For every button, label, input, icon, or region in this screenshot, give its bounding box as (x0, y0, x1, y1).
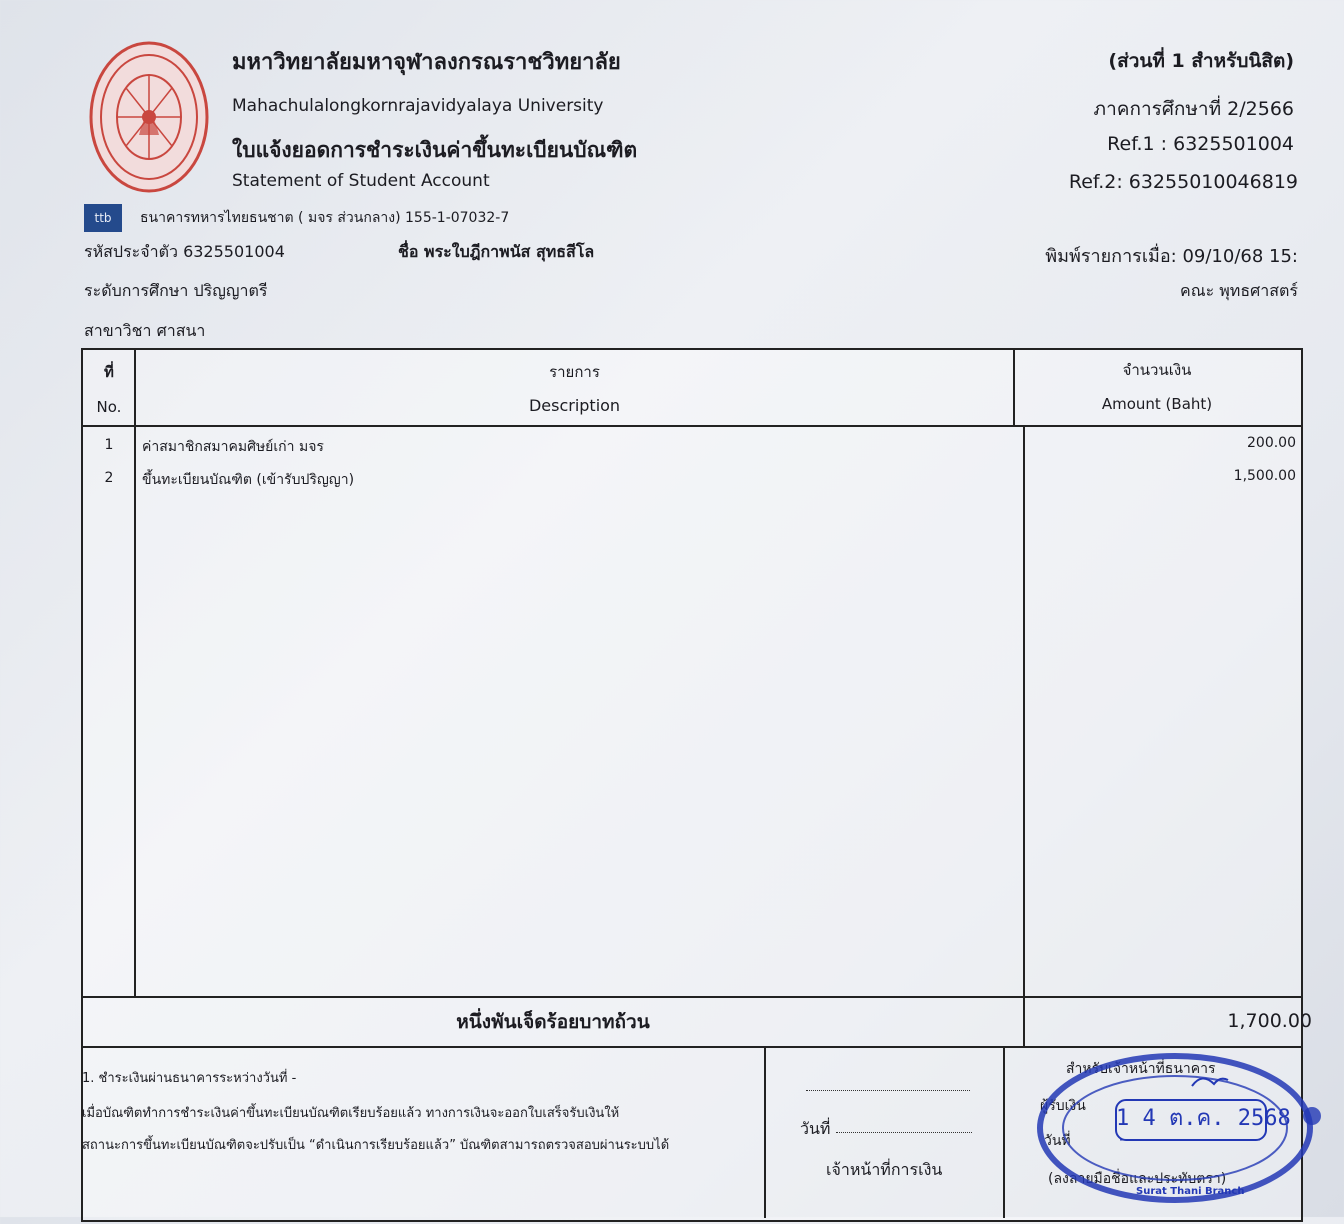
semester: ภาคการศึกษาที่ 2/2566 (1093, 98, 1294, 120)
stamp-date: 1 4 ต.ค. 2568 (1116, 1106, 1291, 1131)
officer-signature-line (806, 1090, 970, 1091)
row-1-desc: ค่าสมาชิกสมาคมศิษย์เก่า มจร (142, 439, 324, 455)
ref-1: Ref.1 : 6325501004 (1107, 133, 1294, 155)
bank-date-label: วันที่ (1044, 1133, 1071, 1149)
col-divider-1 (134, 350, 136, 996)
payment-note-2: เมื่อบัณฑิตทำการชำระเงินค่าขึ้นทะเบียนบัณฑิตเรียบร้อยแล้ว ทางการเงินจะออกใบเสร็จรับเงินให้ (82, 1106, 620, 1121)
row-2-desc: ขึ้นทะเบียนบัณฑิต (เข้ารับปริญญา) (142, 472, 355, 488)
finance-officer-label: เจ้าหน้าที่การเงิน (826, 1160, 943, 1179)
university-name-en: Mahachulalongkornrajavidyalaya University (232, 96, 604, 116)
copy-label: (ส่วนที่ 1 สำหรับนิสิต) (1108, 50, 1294, 72)
header-divider (83, 425, 1301, 427)
col-desc-th: รายการ (549, 363, 600, 381)
footer-divider-2 (1003, 1048, 1005, 1218)
col-desc-en: Description (528, 396, 621, 415)
student-id: รหัสประจำตัว 6325501004 (84, 242, 285, 261)
row-2-amount: 1,500.00 (1233, 468, 1296, 484)
row-1-amount: 200.00 (1247, 435, 1296, 451)
col-no-th: ที่ (104, 363, 114, 381)
row-1-no: 1 (104, 437, 114, 453)
document-title-en: Statement of Student Account (232, 171, 490, 191)
payment-note-1: 1. ชำระเงินผ่านธนาคารระหว่างวันที่ - (82, 1071, 297, 1086)
payment-note-3: สถานะการขึ้นทะเบียนบัณฑิตจะปรับเป็น “ดำเนินการเรียบร้อยแล้ว” บัณฑิตสามารถตรวจสอบผ่านระบบได้ (82, 1138, 670, 1153)
ref-2: Ref.2: 63255010046819 (1068, 171, 1298, 193)
officer-date-line (836, 1132, 972, 1133)
footer-divider-1 (764, 1048, 766, 1218)
bank-use-label: สำหรับเจ้าหน้าที่ธนาคาร (1066, 1061, 1216, 1077)
row-2-no: 2 (104, 470, 114, 486)
stamp-branch: Surat Thani Branch (1136, 1186, 1245, 1197)
col-no-en: No. (96, 398, 122, 416)
col-amount-en: Amount (Baht) (1101, 395, 1213, 413)
officer-date-label: วันที่ (800, 1119, 831, 1138)
sign-stamp-label: (ลงลายมือชื่อและประทับตรา) (1048, 1171, 1227, 1187)
printed-at: พิมพ์รายการเมื่อ: 09/10/68 15: (1045, 246, 1298, 267)
major: สาขาวิชา ศาสนา (84, 321, 206, 340)
total-amount: 1,700.00 (1227, 1010, 1312, 1032)
total-in-words: หนึ่งพันเจ็ดร้อยบาทถ้วน (456, 1011, 650, 1033)
document-title-th: ใบแจ้งยอดการชำระเงินค่าขึ้นทะเบียนบัณฑิต (232, 138, 638, 162)
faculty: คณะ พุทธศาสตร์ (1180, 281, 1298, 300)
bank-logo: ttb (84, 204, 122, 232)
col-divider-2b (1023, 427, 1025, 1048)
university-seal (88, 40, 210, 194)
col-amount-th: จำนวนเงิน (1122, 361, 1192, 379)
education-level: ระดับการศึกษา ปริญญาตรี (84, 281, 268, 300)
university-name-th: มหาวิทยาลัยมหาจุฬาลงกรณราชวิทยาลัย (232, 50, 621, 75)
total-top-line (83, 996, 1301, 998)
student-name: ชื่อ พระใบฎีกาพนัส สุทธสีโล (398, 242, 595, 261)
bank-account: ธนาคารทหารไทยธนชาต ( มจร ส่วนกลาง) 155-1-07032-7 (140, 210, 510, 226)
received-by-label: ผู้รับเงิน (1040, 1098, 1086, 1114)
